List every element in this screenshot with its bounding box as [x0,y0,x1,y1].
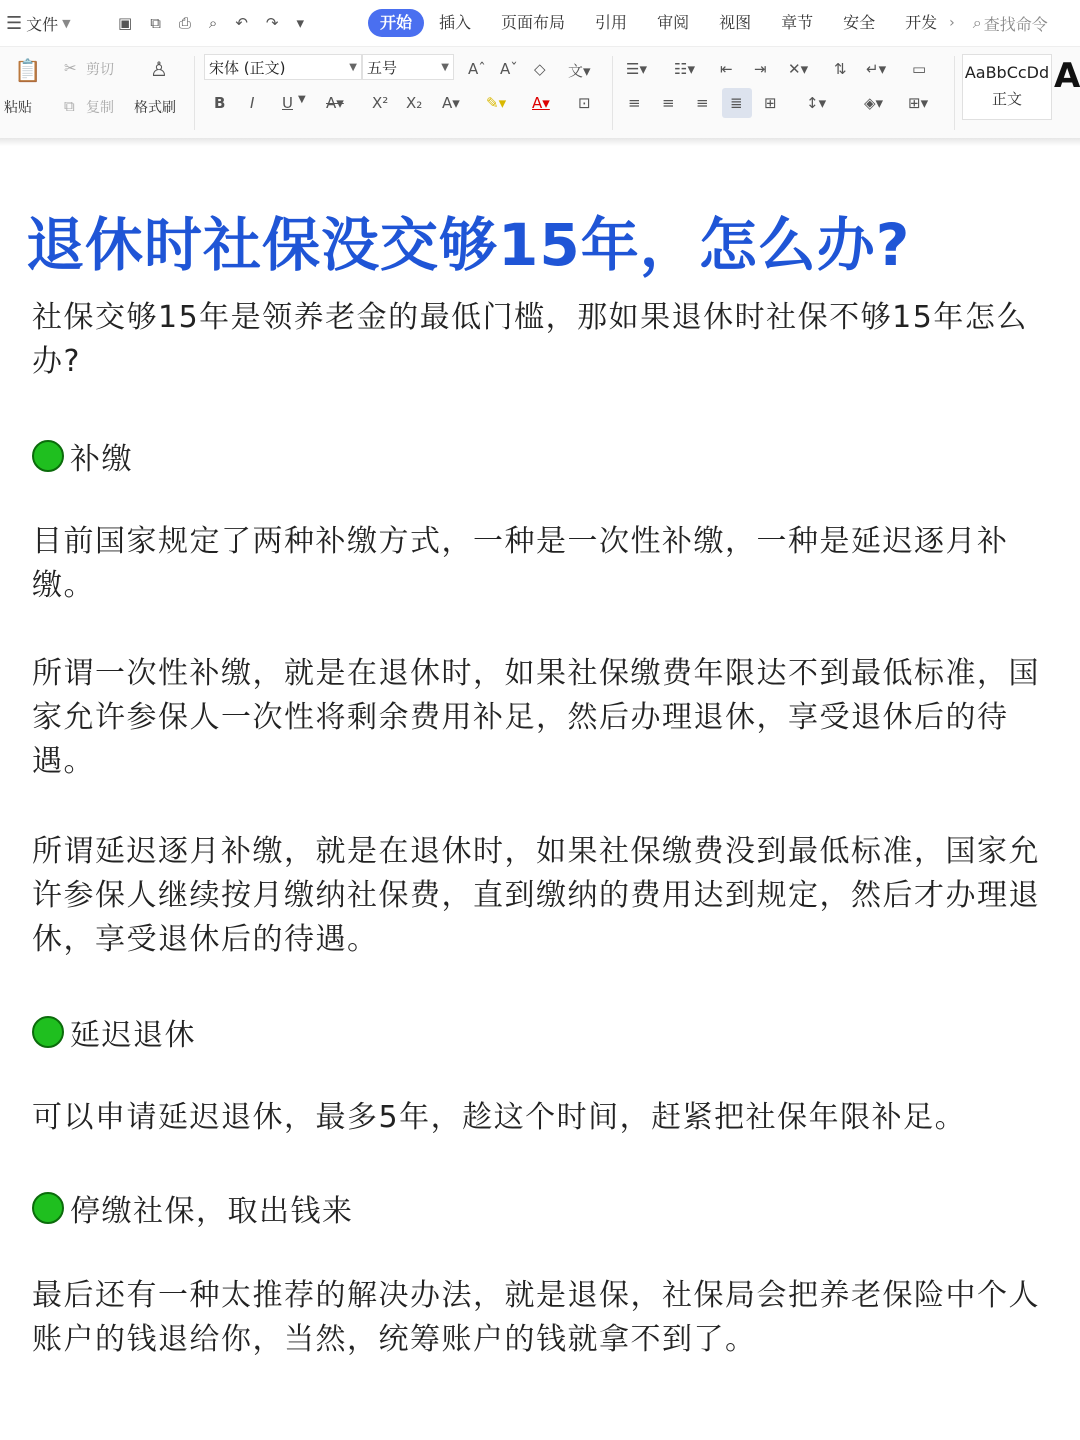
bullet-list-icon[interactable]: ☰▾ [626,60,647,78]
paragraph: 可以申请延迟退休，最多5年，趁这个时间，赶紧把社保年限补足。 [32,1100,967,1135]
bold-button[interactable]: B [214,94,226,112]
line-spacing-icon[interactable]: ↕▾ [806,94,827,112]
tab-references[interactable]: 引用 [595,13,628,32]
show-marks-icon[interactable]: ↵▾ [866,60,887,78]
paragraph: 最后还有一种太推荐的解决办法，就是退保，社保局会把养老保险中个人账户的钱退给你，当然，统筹账户的钱就拿不到了。 [32,1278,1040,1357]
customize-icon[interactable]: ▾ [296,14,305,32]
phonetic-icon[interactable]: 文▾ [568,62,591,80]
paragraph: 目前国家规定了两种补缴方式，一种是一次性补缴，一种是延迟逐月补缴。 [32,524,1009,603]
paragraph: 所谓一次性补缴，就是在退休时，如果社保缴费年限达不到最低标准，国家允许参保人一次性将剩余费用补足，然后办理退休，享受退休后的待遇。 [32,656,1040,779]
text-effect-icon[interactable]: A▾ [442,94,460,112]
section-heading [32,434,133,478]
tab-insert[interactable]: 插入 [439,13,472,32]
style-name: 正文 [991,90,1022,108]
chevron-right-icon[interactable]: › [949,15,955,31]
print-icon[interactable]: ⎙ [178,14,191,32]
chinese-layout-icon[interactable]: ✕▾ [788,60,809,78]
tab-home[interactable]: 开始 [368,9,424,37]
document-title: 退休时社保没交够15年，怎么办? [26,211,911,279]
copy-button[interactable]: 复制 [86,100,114,116]
section-heading [32,1186,354,1230]
clear-format-icon[interactable]: ◇ [534,60,546,78]
divider [612,56,613,130]
char-border-icon[interactable]: ⊡ [578,94,591,112]
subscript-icon[interactable]: X₂ [406,94,423,112]
section-heading-text: 停缴社保，取出钱来 [70,1194,354,1229]
hamburger-icon: ☰ [6,12,23,34]
tab-page-layout[interactable]: 页面布局 [501,13,566,32]
justify-icon: ≣ [730,94,743,112]
print-preview-icon[interactable]: ⌕ [208,14,218,32]
style-sample: AaBbCcDd [964,63,1050,82]
tab-developer[interactable]: 开发 [905,13,938,32]
save-icon[interactable]: ▣ [118,14,133,32]
strikethrough-icon[interactable]: A▾ [326,94,344,112]
font-name-value: 宋体 (正文) [209,59,286,77]
format-painter-button[interactable]: 格式刷 [134,100,176,116]
increase-indent-icon[interactable]: ⇥ [754,60,767,78]
ribbon-tabs [368,9,941,37]
shading-icon[interactable]: ◈▾ [864,94,884,112]
paste-icon[interactable]: 📋 [14,59,42,84]
file-menu-label: 文件 [26,14,59,34]
highlight-icon[interactable]: ✎▾ [486,94,507,112]
redo-icon[interactable]: ↷ [265,14,279,32]
cut-icon[interactable]: ✂ [64,59,77,77]
copy-icon[interactable]: ⧉ [64,97,75,115]
shrink-font-icon[interactable]: Aˇ [500,60,518,78]
file-menu[interactable] [0,12,110,35]
search-command[interactable] [973,12,1048,35]
style-heading-preview[interactable]: A [1054,56,1080,96]
superscript-icon[interactable]: X² [372,94,389,112]
paragraph: 所谓延迟逐月补缴，就是在退休时，如果社保缴费没到最低标准，国家允许参保人继续按月缴纳社保费，直到缴纳的费用达到规定，然后才办理退休，享受退休后的待遇。 [32,834,1040,957]
align-right-icon[interactable]: ≡ [696,94,709,112]
search-label: 查找命令 [983,14,1048,34]
borders-icon[interactable]: ⊞▾ [908,94,929,112]
green-circle-icon [32,440,64,472]
quick-access-toolbar [110,14,368,32]
chevron-down-icon: ▼ [62,16,71,30]
decrease-indent-icon[interactable]: ⇤ [720,60,733,78]
ruler-icon[interactable]: ▭ [912,60,927,78]
distribute-icon[interactable]: ⊞ [764,94,777,112]
chevron-down-icon[interactable]: ▼ [298,94,306,105]
tab-view[interactable]: 视图 [719,13,752,32]
font-name-select[interactable] [204,54,362,80]
tab-security[interactable]: 安全 [843,13,876,32]
underline-button[interactable]: U [282,94,293,112]
section-heading-text: 补缴 [70,442,133,477]
paste-button[interactable]: 粘贴 [4,100,32,116]
section-heading [32,1010,196,1054]
ribbon-shadow [0,138,1080,146]
green-circle-icon [32,1016,64,1048]
align-center-icon[interactable]: ≡ [662,94,675,112]
undo-icon[interactable]: ↶ [235,14,248,32]
sort-icon[interactable]: ⇅ [834,60,847,78]
green-circle-icon [32,1192,64,1224]
menu-bar [0,0,1080,46]
divider [194,56,195,130]
search-icon: ⌕ [972,13,982,32]
tab-chapter[interactable]: 章节 [781,13,814,32]
intro-paragraph: 社保交够15年是领养老金的最低门槛，那如果退休时社保不够15年怎么办? [32,300,1028,379]
divider [954,56,955,130]
tab-review[interactable]: 审阅 [657,13,690,32]
font-size-value: 五号 [367,59,398,77]
grow-font-icon[interactable]: Aˆ [468,60,486,78]
cut-button[interactable]: 剪切 [86,62,114,78]
section-heading-text: 延迟退休 [70,1018,196,1053]
format-painter-icon[interactable]: ♙ [150,57,168,81]
style-normal[interactable] [962,54,1052,120]
font-size-select[interactable] [362,54,454,80]
chevron-down-icon: ▼ [349,62,357,73]
numbered-list-icon[interactable]: ☷▾ [674,60,695,78]
font-color-icon[interactable]: A▾ [532,94,550,112]
chevron-down-icon: ▼ [441,62,449,73]
italic-button[interactable]: I [250,94,255,112]
align-left-icon[interactable]: ≡ [628,94,641,112]
export-icon[interactable]: ⧉ [150,14,161,32]
